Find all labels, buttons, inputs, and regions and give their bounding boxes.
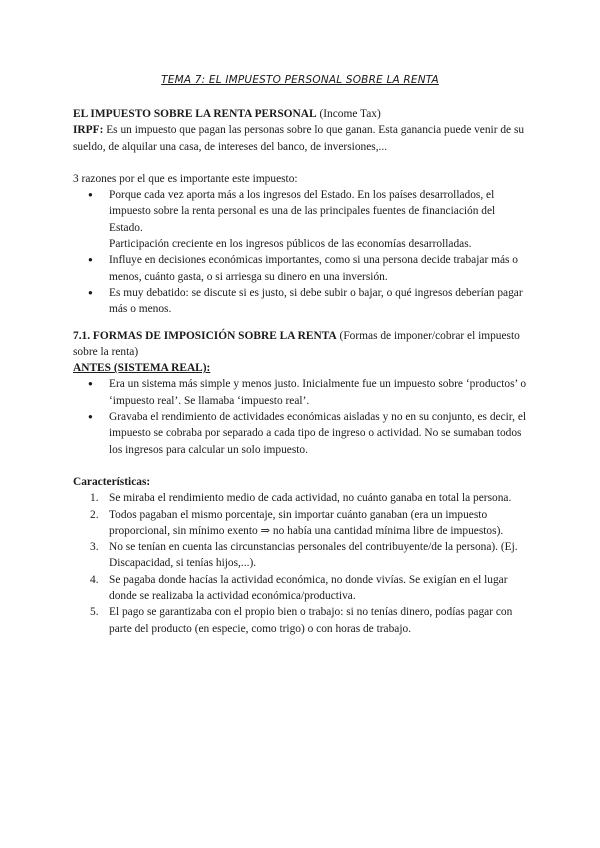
intro-heading-rest: (Income Tax): [316, 108, 381, 120]
antes-label-text: ANTES (SISTEMA REAL):: [73, 362, 211, 375]
reason-text: Influye en decisiones económicas importantes, como si una persona decide trabajar más o menos, cuánto gasta, o si arriesga su dinero en una inversión.: [109, 254, 518, 283]
caracteristica-item: [73, 604, 529, 637]
reason-text: Es muy debatido: se discute si es justo, si debe subir o bajar, o qué ingresos deberían pagar más o menos.: [109, 286, 523, 316]
caracteristicas-label-text: Características:: [73, 475, 151, 488]
antes-item: [73, 409, 529, 458]
reason-text: Porque cada vez aporta más a los ingresos del Estado. En los países desarrollados, el impuesto sobre la renta personal es una de las principales fuentes de financiación del Estado.: [109, 189, 496, 234]
section-71-heading-bold: 7.1. FORMAS DE IMPOSICIÓN SOBRE LA RENTA: [73, 329, 337, 342]
caracteristicas-list: [73, 490, 529, 637]
irpf-label: IRPF:: [73, 124, 104, 137]
reason-item: [73, 285, 529, 318]
document-body: [73, 106, 529, 637]
item-number: 4.: [90, 573, 99, 586]
reason-item: [73, 187, 529, 252]
reason-item: [73, 252, 529, 285]
antes-item-text: Era un sistema más simple y menos justo. Inicialmente fue un impuesto sobre ‘productos’ o ‘impuesto real’. Se llamaba ‘impuesto real’.: [109, 378, 527, 407]
antes-list: [73, 376, 529, 457]
reasons-lead: 3 razones por el que es importante este impuesto:: [73, 172, 298, 185]
item-text: El pago se garantizaba con el propio bien o trabajo: si no tenías dinero, podías pagar con parte del producto (en especie, como trigo) o con horas de trabajo.: [109, 606, 513, 635]
section-71-heading-rest: (Formas de imponer/cobrar el impuesto sobre la renta): [73, 329, 520, 358]
item-text: Todos pagaban el mismo porcentaje, sin importar cuánto ganaban (era un impuesto proporcional, sin mínimo exento ⇒ no había una cantidad mínima libre de impuestos).: [109, 508, 504, 537]
item-text: Se pagaba donde hacías la actividad económica, no donde vivías. Se exigían en el lugar donde se realizaba la actividad económica/productiva.: [109, 573, 508, 603]
antes-item: [73, 376, 529, 409]
item-number: 3.: [90, 541, 99, 554]
page-title: TEMA 7: EL IMPUESTO PERSONAL SOBRE LA RENTA: [161, 74, 439, 86]
reason-extra: Participación creciente en los ingresos públicos de las economías desarrolladas.: [109, 238, 472, 251]
reasons-list: [73, 187, 529, 317]
item-text: Se miraba el rendimiento medio de cada actividad, no cuánto ganaba en total la persona.: [109, 492, 512, 505]
caracteristicas-label: [73, 474, 529, 490]
caracteristica-item: [73, 539, 529, 572]
irpf-text: Es un impuesto que pagan las personas sobre lo que ganan. Esta ganancia puede venir de su sueldo, de alquilar una casa, de intereses del banco, de inversiones,...: [73, 124, 525, 153]
intro-heading: [73, 106, 529, 122]
irpf-definition: [73, 122, 529, 155]
item-number: 2.: [90, 508, 99, 521]
caracteristica-item: [73, 572, 529, 605]
antes-item-text: Gravaba el rendimiento de actividades económicas aisladas y no en su conjunto, es decir, el impuesto se cobraba por separado a cada tipo de ingreso o actividad. No se sumaban todos los ingresos para calcular un solo impuesto.: [109, 411, 527, 456]
caracteristica-item: [73, 507, 529, 540]
item-number: 1.: [90, 492, 99, 505]
section-71-heading: [73, 328, 529, 361]
item-number: 5.: [90, 606, 99, 619]
item-text: No se tenían en cuenta las circunstancias personales del contribuyente/de la persona). (Ej. Discapacidad, si tenías hijos,...).: [109, 541, 518, 570]
intro-heading-bold: EL IMPUESTO SOBRE LA RENTA PERSONAL: [73, 108, 317, 120]
antes-label: [73, 360, 529, 376]
caracteristica-item: [73, 490, 529, 506]
